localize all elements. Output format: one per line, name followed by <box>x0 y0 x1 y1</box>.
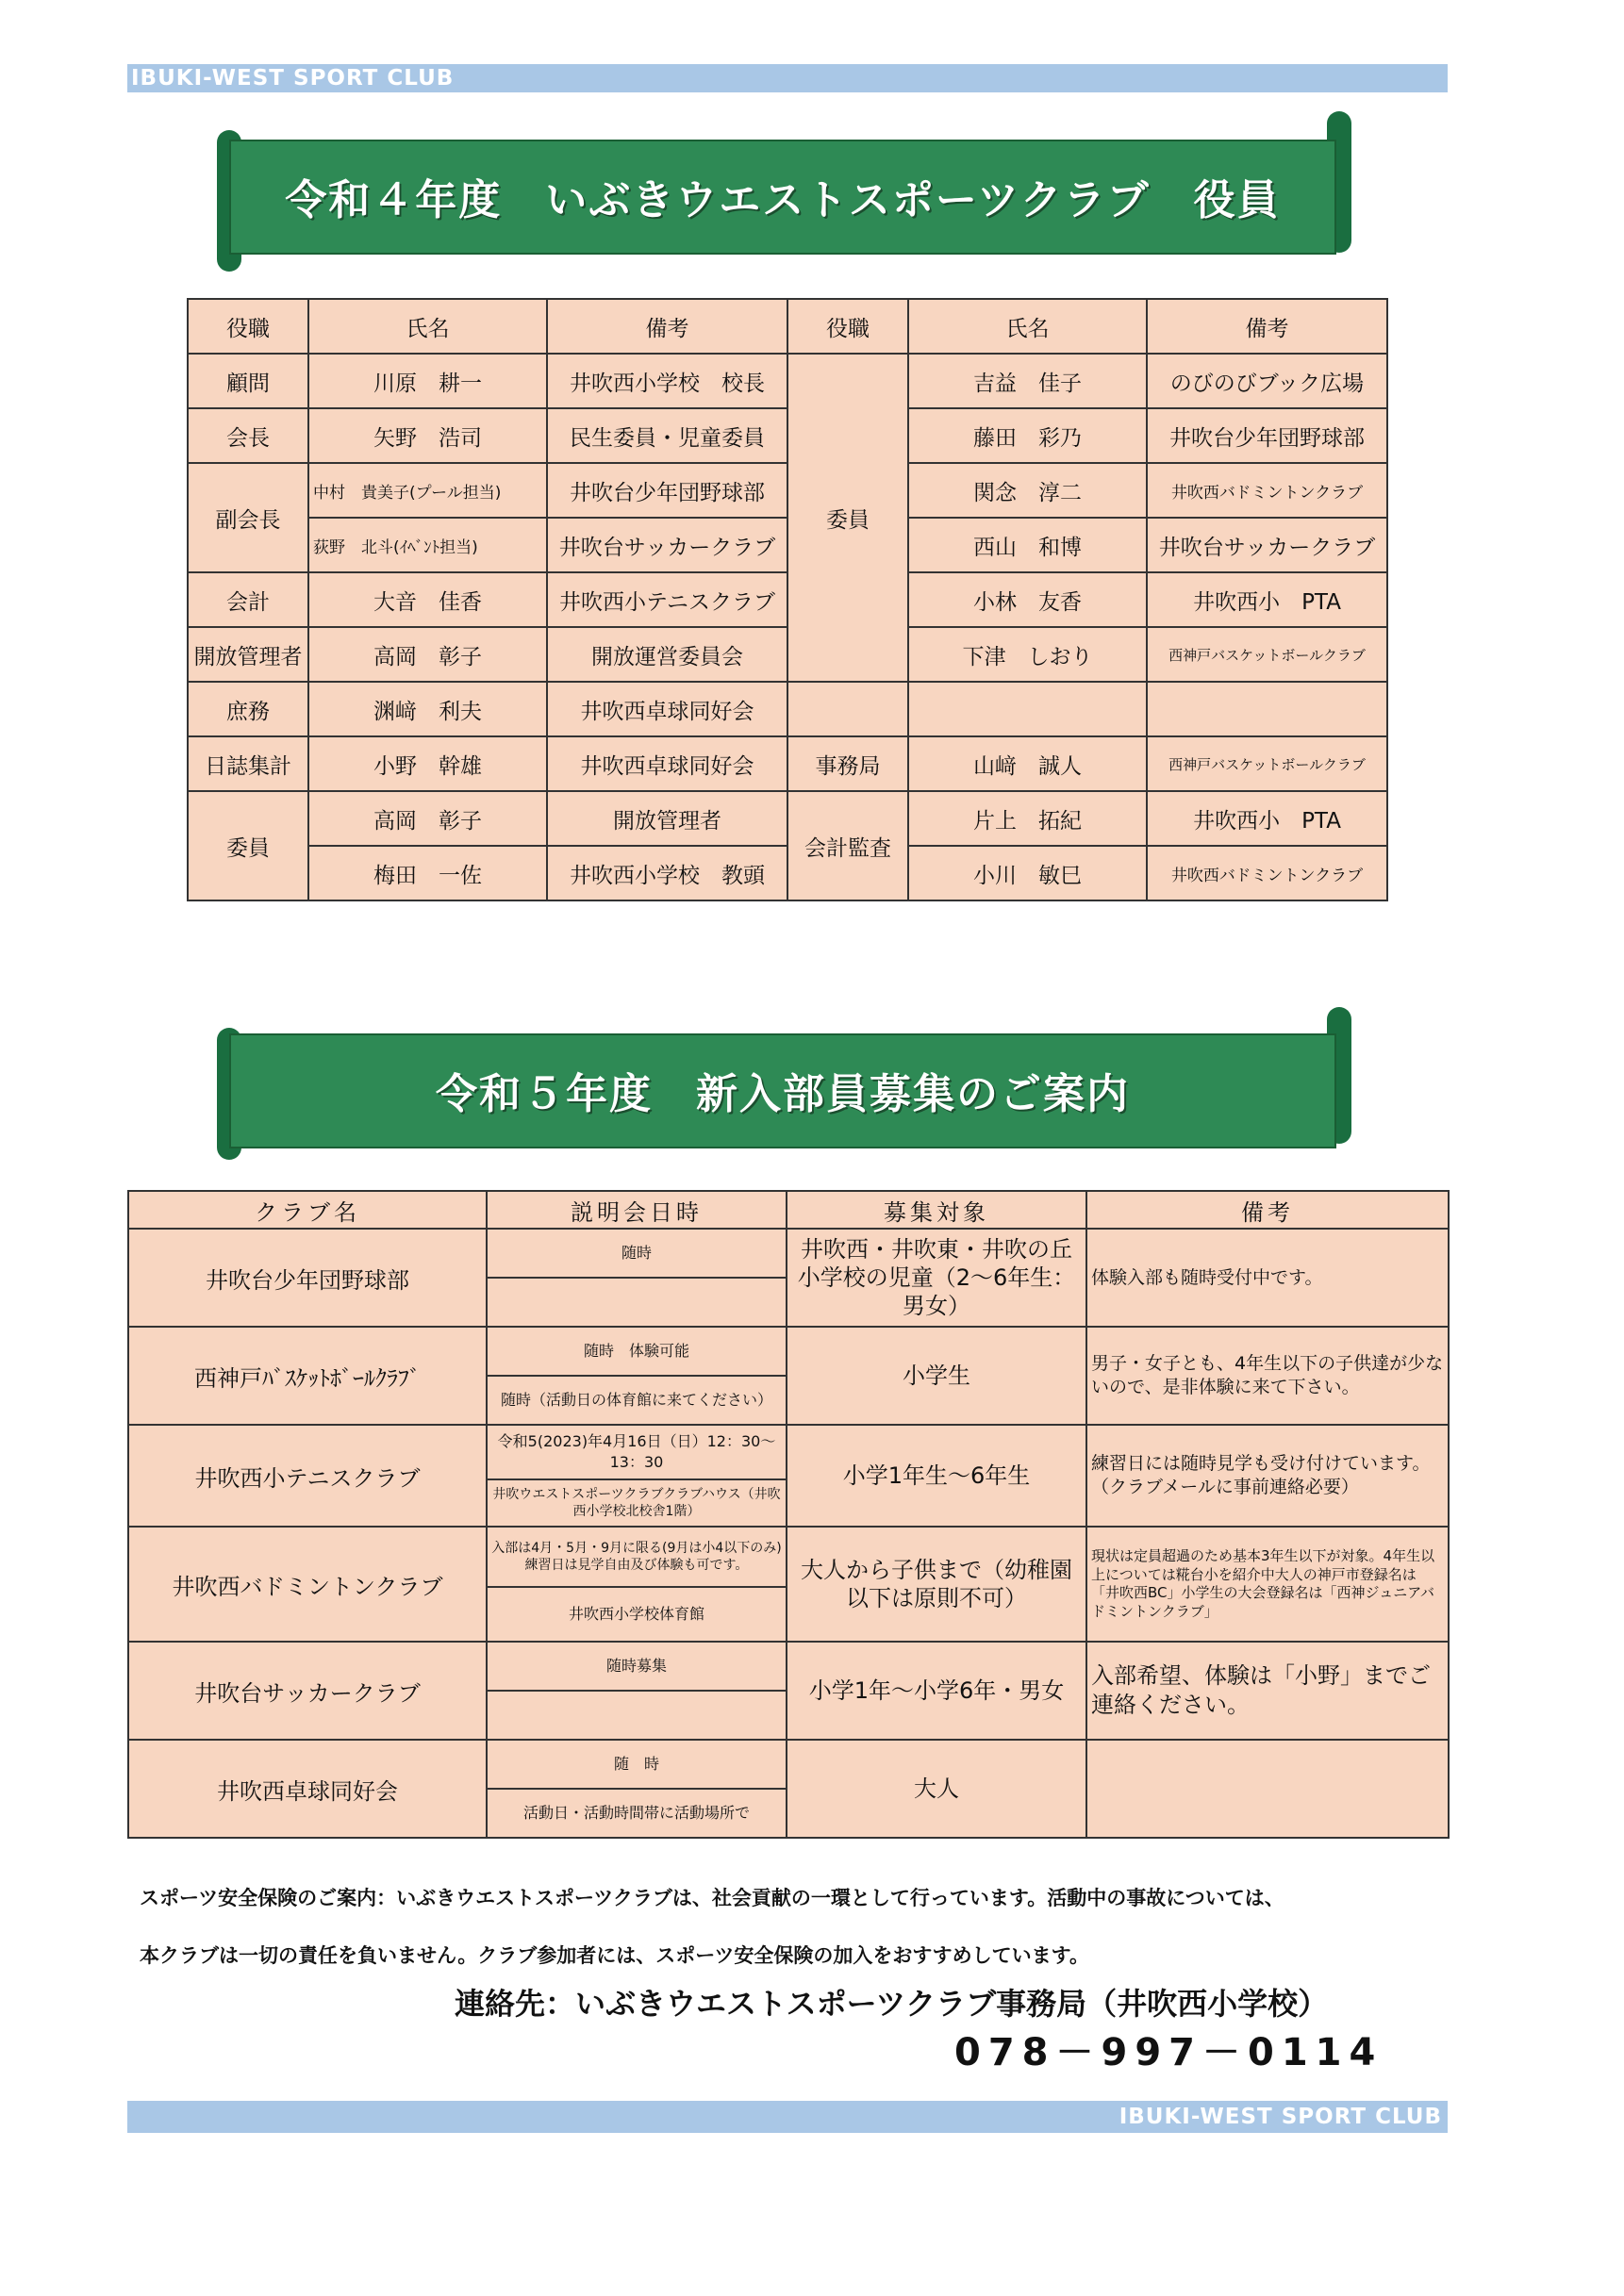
insurance-line2: 本クラブは一切の責任を負いません。クラブ参加者には、スポーツ安全保険の加入をおすすめしています。 <box>140 1944 1089 1967</box>
club-name: 西神戸ﾊﾞｽｹｯﾄﾎﾞｰﾙｸﾗﾌﾞ <box>128 1327 487 1425</box>
header-band <box>127 64 1448 92</box>
table-row <box>128 1642 1449 1691</box>
table-row <box>128 1527 1449 1587</box>
footer-brand: IBUKI-WEST SPORT CLUB <box>1119 2105 1442 2129</box>
contact-phone: 078－997－0114 <box>954 2031 1384 2074</box>
club-info: 随時募集 <box>487 1642 787 1691</box>
insurance-line1: スポーツ安全保険のご案内：いぶきウエストスポーツクラブは、社会貢献の一環として行っています。活動中の事故については、 <box>140 1887 1284 1909</box>
name-cell: 吉益 佳子 <box>908 354 1147 408</box>
col-header: クラブ名 <box>128 1191 487 1229</box>
note-cell: 井吹台少年団野球部 <box>547 463 787 518</box>
role-cell: 開放管理者 <box>188 627 308 682</box>
club-info <box>487 1278 787 1327</box>
role-cell: 日誌集計 <box>188 736 308 791</box>
name-cell: 関念 淳二 <box>908 463 1147 518</box>
club-target: 大人 <box>787 1740 1086 1838</box>
club-note: 男子・女子とも、4年生以下の子供達が少ないので、是非体験に来て下さい。 <box>1086 1327 1449 1425</box>
club-info: 随時 <box>487 1229 787 1278</box>
name-cell: 渊﨑 利夫 <box>308 682 547 736</box>
name-cell <box>908 682 1147 736</box>
table-row <box>188 791 1387 846</box>
table-row <box>188 736 1387 791</box>
recruit-header-row <box>128 1191 1449 1229</box>
col-header: 備考 <box>1086 1191 1449 1229</box>
table-row <box>128 1327 1449 1376</box>
col-header: 役職 <box>188 299 308 354</box>
officers-banner <box>212 111 1353 281</box>
name-cell: 小野 幹雄 <box>308 736 547 791</box>
note-cell <box>1147 682 1387 736</box>
club-target: 小学生 <box>787 1327 1086 1425</box>
recruit-table <box>127 1190 1450 1839</box>
role-cell: 事務局 <box>787 736 908 791</box>
note-cell: 井吹西小 PTA <box>1147 791 1387 846</box>
name-cell: 矢野 浩司 <box>308 408 547 463</box>
recruit-title: 令和５年度 新入部員募集のご案内 <box>436 1070 1130 1118</box>
note-cell: 井吹西バドミントンクラブ <box>1147 463 1387 518</box>
name-cell: 荻野 北斗(ｲﾍﾞﾝﾄ担当) <box>308 518 547 572</box>
club-name: 井吹西バドミントンクラブ <box>128 1527 487 1642</box>
contact-label: 連絡先：いぶきウエストスポーツクラブ事務局（井吹西小学校） <box>455 1986 1329 2022</box>
club-name: 井吹西小テニスクラブ <box>128 1425 487 1527</box>
header-brand: IBUKI-WEST SPORT CLUB <box>131 66 455 91</box>
name-cell: 下津 しおり <box>908 627 1147 682</box>
note-cell: 井吹台少年団野球部 <box>1147 408 1387 463</box>
col-header: 備考 <box>547 299 787 354</box>
club-name: 井吹西卓球同好会 <box>128 1740 487 1838</box>
note-cell: 開放管理者 <box>547 791 787 846</box>
club-note: 入部希望、体験は「小野」までご連絡ください。 <box>1086 1642 1449 1740</box>
footer-band <box>127 2101 1448 2133</box>
table-row <box>128 1425 1449 1479</box>
note-cell: 井吹西小 PTA <box>1147 572 1387 627</box>
table-row <box>128 1740 1449 1789</box>
officers-table <box>187 298 1388 901</box>
note-cell: のびのびブック広場 <box>1147 354 1387 408</box>
recruit-banner <box>212 1007 1353 1172</box>
club-target: 大人から子供まで（幼稚園以下は原則不可） <box>787 1527 1086 1642</box>
name-cell: 大音 佳香 <box>308 572 547 627</box>
role-cell: 会長 <box>188 408 308 463</box>
club-info: 随時 体験可能 <box>487 1327 787 1376</box>
name-cell: 片上 拓紀 <box>908 791 1147 846</box>
role-cell: 会計 <box>188 572 308 627</box>
col-header: 氏名 <box>308 299 547 354</box>
club-target: 小学1年～小学6年・男女 <box>787 1642 1086 1740</box>
club-name: 井吹台サッカークラブ <box>128 1642 487 1740</box>
note-cell: 井吹西小学校 教頭 <box>547 846 787 900</box>
note-cell: 井吹西小学校 校長 <box>547 354 787 408</box>
col-header: 説明会日時 <box>487 1191 787 1229</box>
note-cell: 井吹西小テニスクラブ <box>547 572 787 627</box>
club-info: 入部は4月・5月・9月に限る(9月は小4以下のみ)練習日は見学自由及び体験も可です。 <box>487 1527 787 1587</box>
club-note <box>1086 1740 1449 1838</box>
club-info <box>487 1691 787 1740</box>
club-note: 練習日には随時見学も受け付けています。（クラブメールに事前連絡必要） <box>1086 1425 1449 1527</box>
officers-header-row <box>188 299 1387 354</box>
name-cell: 西山 和博 <box>908 518 1147 572</box>
note-cell: 井吹台サッカークラブ <box>547 518 787 572</box>
note-cell: 西神戸バスケットボールクラブ <box>1147 736 1387 791</box>
officers-title: 令和４年度 いぶきウエストスポーツクラブ 役員 <box>285 176 1281 224</box>
table-row <box>188 682 1387 736</box>
col-header: 役職 <box>787 299 908 354</box>
club-info: 令和5(2023)年4月16日（日）12：30～13：30 <box>487 1425 787 1479</box>
table-row <box>188 354 1387 408</box>
col-header: 募集対象 <box>787 1191 1086 1229</box>
club-info: 随時（活動日の体育館に来てください） <box>487 1376 787 1425</box>
col-header: 氏名 <box>908 299 1147 354</box>
club-target: 井吹西・井吹東・井吹の丘小学校の児童（2～6年生：男女） <box>787 1229 1086 1327</box>
club-info: 井吹ウエストスポーツクラブクラブハウス（井吹西小学校北校舎1階） <box>487 1479 787 1527</box>
note-cell: 井吹西バドミントンクラブ <box>1147 846 1387 900</box>
club-name: 井吹台少年団野球部 <box>128 1229 487 1327</box>
club-info: 随 時 <box>487 1740 787 1789</box>
club-note: 現状は定員超過のため基本3年生以下が対象。4年生以上については糀台小を紹介中大人の神戸市登録名は「井吹西BC」小学生の大会登録名は「西神ジュニアバドミントンクラブ」 <box>1086 1527 1449 1642</box>
name-cell: 高岡 彰子 <box>308 791 547 846</box>
club-target: 小学1年生～6年生 <box>787 1425 1086 1527</box>
role-cell: 委員 <box>787 354 908 682</box>
role-cell: 委員 <box>188 791 308 900</box>
note-cell: 民生委員・児童委員 <box>547 408 787 463</box>
role-cell: 会計監査 <box>787 791 908 900</box>
name-cell: 梅田 一佐 <box>308 846 547 900</box>
note-cell: 西神戸バスケットボールクラブ <box>1147 627 1387 682</box>
name-cell: 中村 貴美子(プール担当) <box>308 463 547 518</box>
name-cell: 小林 友香 <box>908 572 1147 627</box>
note-cell: 開放運営委員会 <box>547 627 787 682</box>
note-cell: 井吹西卓球同好会 <box>547 682 787 736</box>
role-cell: 副会長 <box>188 463 308 572</box>
note-cell: 井吹台サッカークラブ <box>1147 518 1387 572</box>
table-row <box>128 1229 1449 1278</box>
role-cell <box>787 682 908 736</box>
note-cell: 井吹西卓球同好会 <box>547 736 787 791</box>
club-info: 井吹西小学校体育館 <box>487 1587 787 1642</box>
name-cell: 高岡 彰子 <box>308 627 547 682</box>
name-cell: 川原 耕一 <box>308 354 547 408</box>
name-cell: 小川 敏巳 <box>908 846 1147 900</box>
role-cell: 庶務 <box>188 682 308 736</box>
club-note: 体験入部も随時受付中です。 <box>1086 1229 1449 1327</box>
club-info: 活動日・活動時間帯に活動場所で <box>487 1789 787 1838</box>
role-cell: 顧問 <box>188 354 308 408</box>
name-cell: 藤田 彩乃 <box>908 408 1147 463</box>
name-cell: 山﨑 誠人 <box>908 736 1147 791</box>
col-header: 備考 <box>1147 299 1387 354</box>
